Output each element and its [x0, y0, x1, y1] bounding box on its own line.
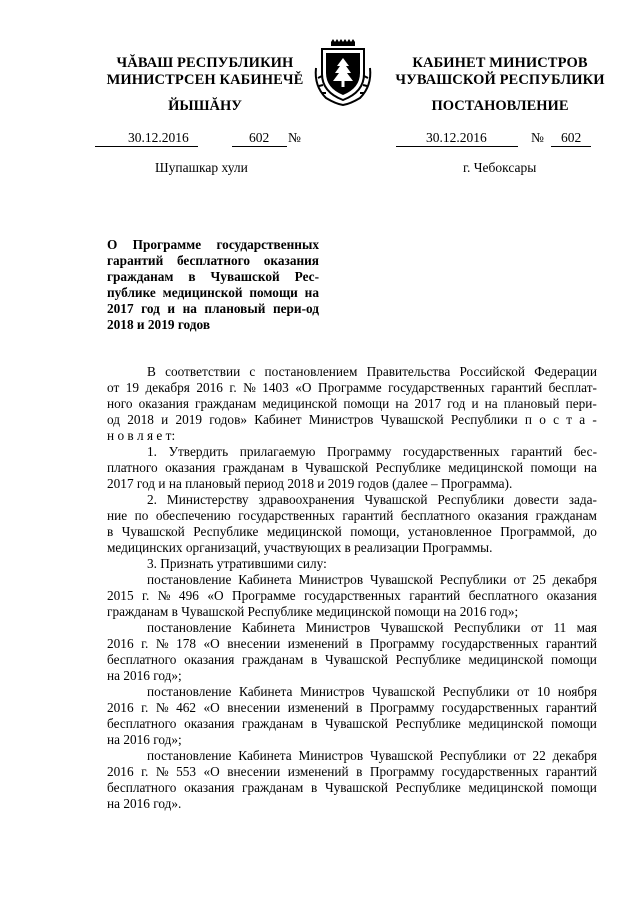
- body-word: помощи: [343, 396, 390, 411]
- body-line: [107, 396, 597, 412]
- body-word: г.: [229, 380, 237, 395]
- body-word: бес-: [573, 444, 597, 459]
- body-word: от: [530, 620, 544, 635]
- body-line: на 2016 год»;: [107, 668, 182, 683]
- body-word: Министров: [305, 620, 371, 635]
- body-line: [107, 620, 597, 636]
- body-line: [107, 764, 597, 780]
- body-word: оказания: [184, 716, 235, 731]
- body-line: [107, 716, 597, 732]
- body-word: от: [513, 572, 526, 587]
- body-word: по: [134, 508, 149, 523]
- body-word: 19: [125, 380, 140, 395]
- body-word: п: [524, 412, 532, 427]
- body-word: 2017: [414, 396, 442, 411]
- body-line: [107, 588, 597, 604]
- body-word: помощи: [550, 652, 597, 667]
- body-word: Министров: [308, 412, 374, 427]
- body-word: в: [311, 716, 318, 731]
- body-word: гражданам: [242, 780, 304, 795]
- right-date: 30.12.2016: [426, 130, 487, 145]
- body-word: постановление: [147, 684, 232, 699]
- body-word: Программу: [369, 764, 435, 779]
- body-word: государственных: [402, 444, 500, 459]
- body-word: в: [356, 764, 363, 779]
- body-word: Министров: [299, 684, 365, 699]
- body-word: Республике: [375, 460, 441, 475]
- body-word: на: [484, 396, 498, 411]
- body-word: Министров: [298, 748, 364, 763]
- body-word: Республике: [193, 524, 259, 539]
- body-word: соответствии: [165, 364, 241, 379]
- body-word: от: [107, 380, 120, 395]
- body-word: Программу: [369, 636, 435, 651]
- body-word: оказания: [165, 460, 216, 475]
- body-word: Республики: [439, 572, 507, 587]
- body-word: помощи: [530, 460, 577, 475]
- body-word: постановлением: [264, 364, 358, 379]
- body-word: медицинской: [448, 460, 524, 475]
- body-word: гарантий: [545, 764, 597, 779]
- body-word: в: [356, 636, 363, 651]
- body-word: пери-: [565, 396, 597, 411]
- body-word: гарантий: [491, 380, 543, 395]
- body-word: Республики: [453, 620, 521, 635]
- body-word: т: [566, 412, 573, 427]
- body-word: помощи,: [350, 524, 400, 539]
- body-word: гражданам: [242, 716, 304, 731]
- body-line: [107, 524, 597, 540]
- body-word: од: [107, 412, 121, 427]
- body-word: Программе: [318, 380, 382, 395]
- body-word: мая: [576, 620, 597, 635]
- body-word: бесплатного: [468, 588, 539, 603]
- body-word: г.: [141, 700, 149, 715]
- body-line: [107, 700, 597, 716]
- body-word: оказания: [184, 652, 235, 667]
- body-word: Республики: [450, 412, 518, 427]
- body-line: на 2016 год»;: [107, 732, 182, 747]
- body-word: 2016: [107, 764, 134, 779]
- body-word: гарантий: [545, 700, 597, 715]
- body-line: [107, 572, 597, 588]
- body-word: изменений: [287, 764, 349, 779]
- body-line: [107, 492, 597, 508]
- body-line: [107, 684, 597, 700]
- body-word: в: [311, 652, 318, 667]
- body-word: гарантий: [342, 508, 394, 523]
- body-word: г.: [141, 764, 149, 779]
- body-word: изменений: [287, 700, 349, 715]
- body-word: помощи: [550, 716, 597, 731]
- body-word: медицинской: [468, 652, 544, 667]
- body-word: Республике: [395, 716, 461, 731]
- body-word: Чувашской: [380, 620, 444, 635]
- body-word: Кабинета: [239, 684, 293, 699]
- body-line: [107, 652, 597, 668]
- right-header: [385, 55, 615, 89]
- body-word: 1403: [262, 380, 289, 395]
- body-word: №: [243, 380, 256, 395]
- body-word: 2016: [196, 380, 223, 395]
- body-word: установленное: [407, 524, 492, 539]
- body-word: оказания: [546, 588, 597, 603]
- body-word: государственных: [388, 380, 485, 395]
- body-word: бесплатного: [107, 652, 177, 667]
- body-line: [107, 508, 597, 524]
- body-word: гарантий: [511, 444, 563, 459]
- body-word: гарантий: [409, 588, 461, 603]
- body-word: 11: [553, 620, 567, 635]
- body-word: помощи: [550, 780, 597, 795]
- body-word: №: [155, 636, 169, 651]
- body-word: в: [291, 460, 298, 475]
- body-word: плановый: [503, 396, 560, 411]
- body-word: в: [107, 524, 114, 539]
- body-word: в: [356, 700, 363, 715]
- left-number: 602: [249, 130, 270, 145]
- body-word: Чувашской: [369, 572, 433, 587]
- body-word: Чувашской: [369, 748, 433, 763]
- body-word: 2.: [147, 492, 157, 507]
- body-word: 22: [532, 748, 546, 763]
- body-word: 178: [176, 636, 197, 651]
- body-line: [107, 748, 597, 764]
- body-line: [107, 380, 597, 396]
- body-word: Кабинет: [254, 412, 302, 427]
- body-word: внесении: [227, 764, 281, 779]
- body-word: медицинской: [266, 524, 342, 539]
- body-word: медицинской: [262, 396, 338, 411]
- body-word: и: [161, 412, 169, 427]
- place-right: г. Чебоксары: [463, 160, 537, 175]
- document-body: [107, 364, 597, 812]
- body-word: 462: [176, 700, 197, 715]
- body-word: 2018: [127, 412, 154, 427]
- right-date-number-line: [396, 130, 601, 146]
- body-word: бесплатного: [400, 508, 471, 523]
- body-word: ного: [107, 396, 133, 411]
- body-line: [107, 780, 597, 796]
- body-word: государственных: [304, 588, 401, 603]
- body-word: Российской: [459, 364, 525, 379]
- left-date: 30.12.2016: [128, 130, 189, 145]
- body-word: Чувашской: [364, 492, 428, 507]
- body-word: Чувашской: [324, 652, 388, 667]
- body-word: Чувашской: [324, 780, 388, 795]
- body-word: платного: [107, 460, 158, 475]
- body-word: прилагаемую: [239, 444, 316, 459]
- body-word: Республике: [395, 780, 461, 795]
- body-word: 2016: [107, 700, 134, 715]
- chuvash-coat-of-arms-icon: [312, 38, 374, 108]
- body-word: довести: [514, 492, 559, 507]
- body-word: гражданам: [535, 508, 597, 523]
- body-word: Чувашской: [380, 412, 444, 427]
- body-word: 2015: [107, 588, 134, 603]
- body-line: 3. Признать утратившими силу:: [147, 556, 327, 571]
- body-line: 2017 год и на плановый период 2018 и 2019 годов (далее – Программа).: [107, 476, 513, 491]
- body-word: государственных: [238, 508, 335, 523]
- body-word: «О: [203, 636, 220, 651]
- body-word: Министерству: [166, 492, 249, 507]
- body-word: 496: [178, 588, 199, 603]
- body-word: гражданам: [195, 396, 257, 411]
- body-word: Республике: [395, 652, 461, 667]
- body-word: Республики: [442, 684, 510, 699]
- body-word: гражданам: [222, 460, 285, 475]
- left-date-number-line: [95, 130, 320, 146]
- body-word: бесплатного: [107, 780, 177, 795]
- body-word: №: [157, 588, 171, 603]
- body-word: «О: [295, 380, 312, 395]
- body-word: ноября: [557, 684, 597, 699]
- body-word: до: [583, 524, 597, 539]
- body-word: Программу: [369, 700, 435, 715]
- body-word: обеспечению: [155, 508, 231, 523]
- body-word: В: [147, 364, 156, 379]
- body-word: зада-: [568, 492, 597, 507]
- left-no-sign: №: [288, 130, 301, 145]
- body-word: гарантий: [545, 636, 597, 651]
- body-word: государственных: [441, 636, 539, 651]
- body-word: 25: [532, 572, 546, 587]
- body-word: здравоохранения: [258, 492, 355, 507]
- body-word: с: [249, 364, 256, 379]
- body-word: декабря: [552, 572, 597, 587]
- right-number: 602: [561, 130, 582, 145]
- body-word: оказания: [138, 396, 189, 411]
- body-word: Правительства: [366, 364, 451, 379]
- body-word: оказания: [477, 508, 529, 523]
- body-word: внесении: [227, 700, 281, 715]
- body-word: Программу: [327, 444, 392, 459]
- body-word: Федерации: [534, 364, 597, 379]
- body-word: на: [583, 460, 597, 475]
- body-line: н о в л я е т:: [107, 428, 176, 443]
- body-word: 10: [536, 684, 551, 699]
- body-word: постановление: [147, 748, 232, 763]
- body-word: декабря: [145, 380, 190, 395]
- body-word: о: [539, 412, 546, 427]
- right-doc-type: ПОСТАНОВЛЕНИЕ: [431, 98, 569, 114]
- body-word: от: [513, 748, 526, 763]
- body-word: 1.: [147, 444, 157, 459]
- body-word: а: [579, 412, 586, 427]
- body-word: год: [447, 396, 466, 411]
- body-word: и: [471, 396, 479, 411]
- body-word: -: [592, 412, 597, 427]
- body-word: Республики: [437, 492, 505, 507]
- body-word: №: [155, 764, 169, 779]
- body-word: государственных: [441, 764, 539, 779]
- body-word: Чувашской: [305, 460, 369, 475]
- body-word: «О: [207, 588, 224, 603]
- body-word: Утвердить: [168, 444, 229, 459]
- body-word: 2019: [175, 412, 203, 427]
- body-word: Кабинета: [241, 620, 296, 635]
- document-subject: О Программе государственных гарантий бесплатного оказания гражданам в Чувашской Рес-публике медицинской помощи на 2017 год и на плановый пери-од 2018 и 2019 годов: [107, 237, 319, 332]
- left-header: [95, 55, 315, 89]
- left-header-line2: МИНИСТРСЕН КАБИНЕЧĚ: [106, 72, 304, 88]
- body-line: медицинских организаций, участвующих в реализации Программы.: [107, 540, 493, 555]
- body-word: «О: [203, 764, 220, 779]
- body-word: государственных: [441, 700, 539, 715]
- body-word: г.: [141, 636, 149, 651]
- right-header-line2: ЧУВАШСКОЙ РЕСПУБЛИКИ: [395, 72, 605, 88]
- body-word: внесении: [227, 636, 281, 651]
- body-word: в: [311, 780, 318, 795]
- body-word: 2016: [107, 636, 134, 651]
- body-word: Министров: [298, 572, 364, 587]
- body-line: [107, 636, 597, 652]
- body-word: годов»: [209, 412, 248, 427]
- right-header-line1: КАБИНЕТ МИНИСТРОВ: [412, 55, 588, 71]
- body-line: на 2016 год».: [107, 796, 182, 811]
- body-line: [107, 444, 597, 460]
- body-word: Чувашской: [372, 684, 436, 699]
- body-word: 553: [176, 764, 197, 779]
- body-word: медицинской: [468, 716, 544, 731]
- right-no-sign: №: [531, 130, 544, 145]
- body-word: Чувашской: [324, 716, 388, 731]
- body-word: гражданам: [242, 652, 304, 667]
- left-header-line1: ЧĂВАШ РЕСПУБЛИКИН: [116, 55, 294, 71]
- body-word: Республики: [439, 748, 507, 763]
- body-word: на: [395, 396, 409, 411]
- body-word: Программе: [232, 588, 296, 603]
- body-word: с: [553, 412, 559, 427]
- body-word: г.: [142, 588, 150, 603]
- left-doc-type: ЙЫШĂНУ: [168, 98, 242, 114]
- body-line: [107, 364, 597, 380]
- body-word: бесплат-: [548, 380, 597, 395]
- body-word: Программой,: [500, 524, 576, 539]
- body-line: [107, 460, 597, 476]
- body-word: Кабинета: [238, 572, 292, 587]
- body-word: медицинской: [468, 780, 544, 795]
- body-word: постановление: [147, 620, 232, 635]
- body-word: изменений: [287, 636, 349, 651]
- body-line: гражданам в Чувашской Республике медицинской помощи на 2016 год»;: [107, 604, 519, 619]
- body-word: оказания: [184, 780, 235, 795]
- body-word: «О: [203, 700, 220, 715]
- body-word: от: [517, 684, 530, 699]
- body-line: [107, 412, 597, 428]
- body-word: Чувашской: [121, 524, 185, 539]
- body-word: №: [155, 700, 169, 715]
- body-word: декабря: [552, 748, 597, 763]
- body-word: ние: [107, 508, 128, 523]
- body-word: бесплатного: [107, 716, 177, 731]
- place-left: Шупашкар хули: [155, 160, 248, 175]
- body-word: Кабинета: [238, 748, 292, 763]
- body-word: постановление: [147, 572, 232, 587]
